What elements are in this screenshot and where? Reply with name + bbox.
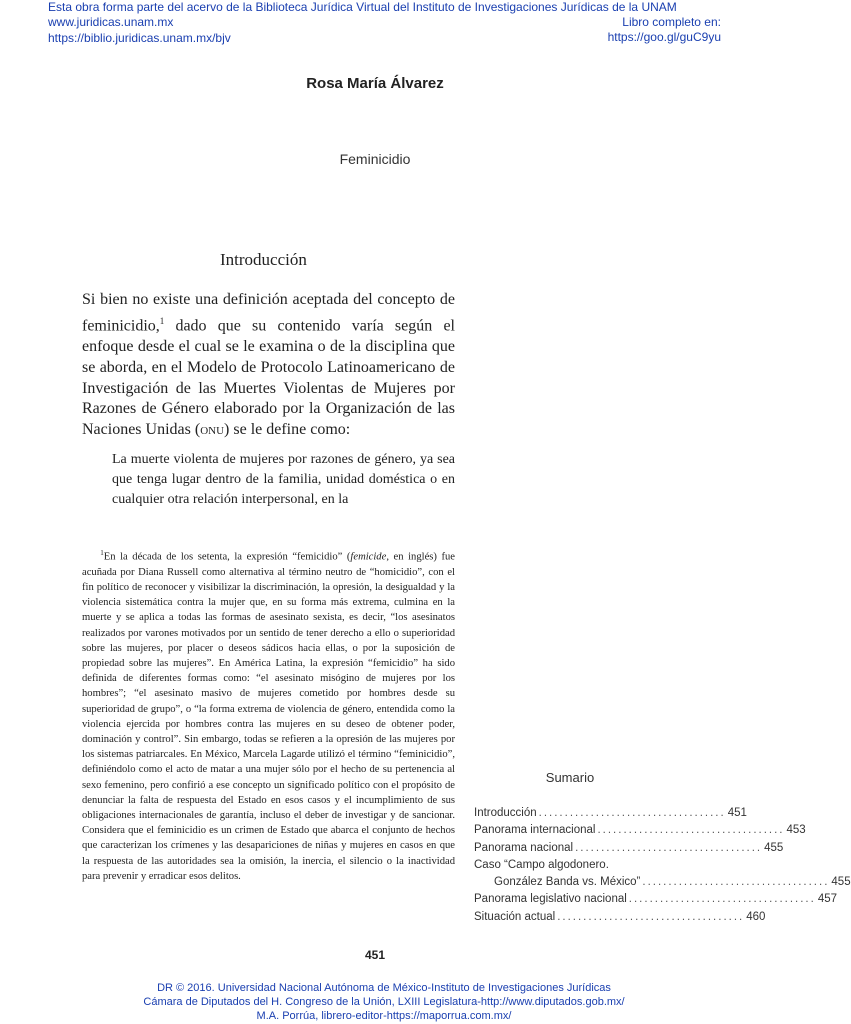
onu-abbr: onu: [200, 421, 225, 439]
header-link-bjv[interactable]: https://biblio.juridicas.unam.mx/bjv: [48, 31, 231, 45]
toc-item-situacion-actual[interactable]: Situación actual .................................... 460: [474, 910, 766, 923]
footer-camara[interactable]: Cámara de Diputados del H. Congreso de la Unión, LXIII Legislatura-http://www.diputados.gob.mx/: [143, 996, 625, 1008]
footnote-ref[interactable]: 1: [159, 315, 165, 326]
author-name: Rosa María Álvarez: [306, 75, 444, 92]
footnote-text-1: En la década de los setenta, la expresión “femicidio” (: [103, 551, 351, 563]
intro-text-2: dado que su contenido varía según el enfoque desde el cual se le examina o de la disciplina que se aborda, en el Modelo de Protocolo Latinoamericano de Investigación de las Muertes Violentas de Mujeres por Razones de Género elaborado por la Organización de las Naciones Unidas (: [82, 317, 455, 439]
toc-item-panorama-legislativo[interactable]: Panorama legislativo nacional .................................... 457: [474, 893, 838, 906]
footnote-text-2: , en inglés) fue acuñada por Diana Russell como alternativa al término neutro de “homicidio”, con el fin político de reconocer y visibilizar la discriminación, la opresión, la desigualdad y la violencia sistemática contra la mujer que, en su forma más extrema, culmina en la muerte y se aplica a todas las formas de asesinato sexista, es decir, “los asesinatos realizados por varones motivados por un sentido de tener derecho a ello o superioridad sobre las mujeres, por placer o deseos sádicos hacia ellas, o por la suposición de propiedad sobre las mujeres”. En América Latina, la expresión “femicidio” ha sido definida de diferentes formas como: “el asesinato misógino de mujeres por los hombres”; “el asesinato masivo de mujeres cometido por hombres desde su superioridad de grupo”, o “la forma extrema de violencia de género, entendida como la violencia ejercida por hombres contra las mujeres en su deseo de obtener poder, dominación y control”. Sin embargo, todas se refieren a la opresión de las mujeres por los sistemas patriarcales. En México, Marcela Lagarde utilizó el término “feminicidio”, definiéndolo como el acto de matar a una mujer sólo por el hecho de su pertenencia al sexo femenino, pero confirió a ese concepto un significado político con el propósito de denunciar la falta de respuesta del Estado en esos casos y el incumplimiento de sus obligaciones internacionales de garantía, incluso el deber de investigar y de sancionar. Considera que el feminicidio es un crimen de Estado que abarca el conjunto de hechos que caracterizan los crímenes y las desapariciones de niñas y mujeres en casos en que la respuesta de las autoridades sea la omisión, la inercia, el silencio o la inactividad para prevenir y erradicar esos delitos.: [82, 551, 456, 882]
header-link-book[interactable]: https://goo.gl/guC9yu: [607, 30, 721, 44]
header-libro-completo: Libro completo en:: [622, 15, 721, 29]
footer-porrua[interactable]: M.A. Porrúa, librero-editor-https://maporrua.com.mx/: [256, 1010, 512, 1022]
intro-text-3: ) se le define como:: [224, 421, 351, 439]
toc-item-gonzalez-banda[interactable]: González Banda vs. México” .................................... 455: [494, 876, 851, 889]
toc-item-caso-campo-algodonero[interactable]: Caso “Campo algodonero.: [474, 858, 609, 871]
footnote-italic-term: femicide: [350, 551, 387, 563]
toc-item-panorama-internacional[interactable]: Panorama internacional .................................... 453: [474, 824, 806, 837]
footer-copyright: DR © 2016. Universidad Nacional Autónoma de México-Instituto de Investigaciones Jurídicas: [157, 982, 611, 994]
chapter-title: Feminicidio: [339, 151, 411, 167]
sumario-title: Sumario: [545, 770, 595, 785]
header-notice: Esta obra forma parte del acervo de la Biblioteca Jurídica Virtual del Instituto de Investigaciones Jurídicas de la UNAM: [48, 0, 677, 14]
intro-text-1: Si bien no existe una definición aceptada del concepto de feminicidio,: [82, 291, 455, 335]
intro-paragraph: [82, 290, 455, 441]
footnote: [82, 546, 455, 884]
header-link-juridicas[interactable]: www.juridicas.unam.mx: [48, 15, 174, 29]
section-title: Introducción: [220, 250, 307, 269]
page-number: 451: [364, 948, 386, 962]
toc-item-panorama-nacional[interactable]: Panorama nacional .................................... 455: [474, 841, 784, 854]
block-quote: La muerte violenta de mujeres por razones de género, ya sea que tenga lugar dentro de la familia, unidad doméstica o en cualquier otra relación interpersonal, en la: [112, 452, 455, 507]
footnote-number: 1: [100, 549, 104, 557]
sumario-list: [474, 807, 851, 928]
toc-item-introduccion[interactable]: Introducción .................................... 451: [474, 807, 747, 819]
